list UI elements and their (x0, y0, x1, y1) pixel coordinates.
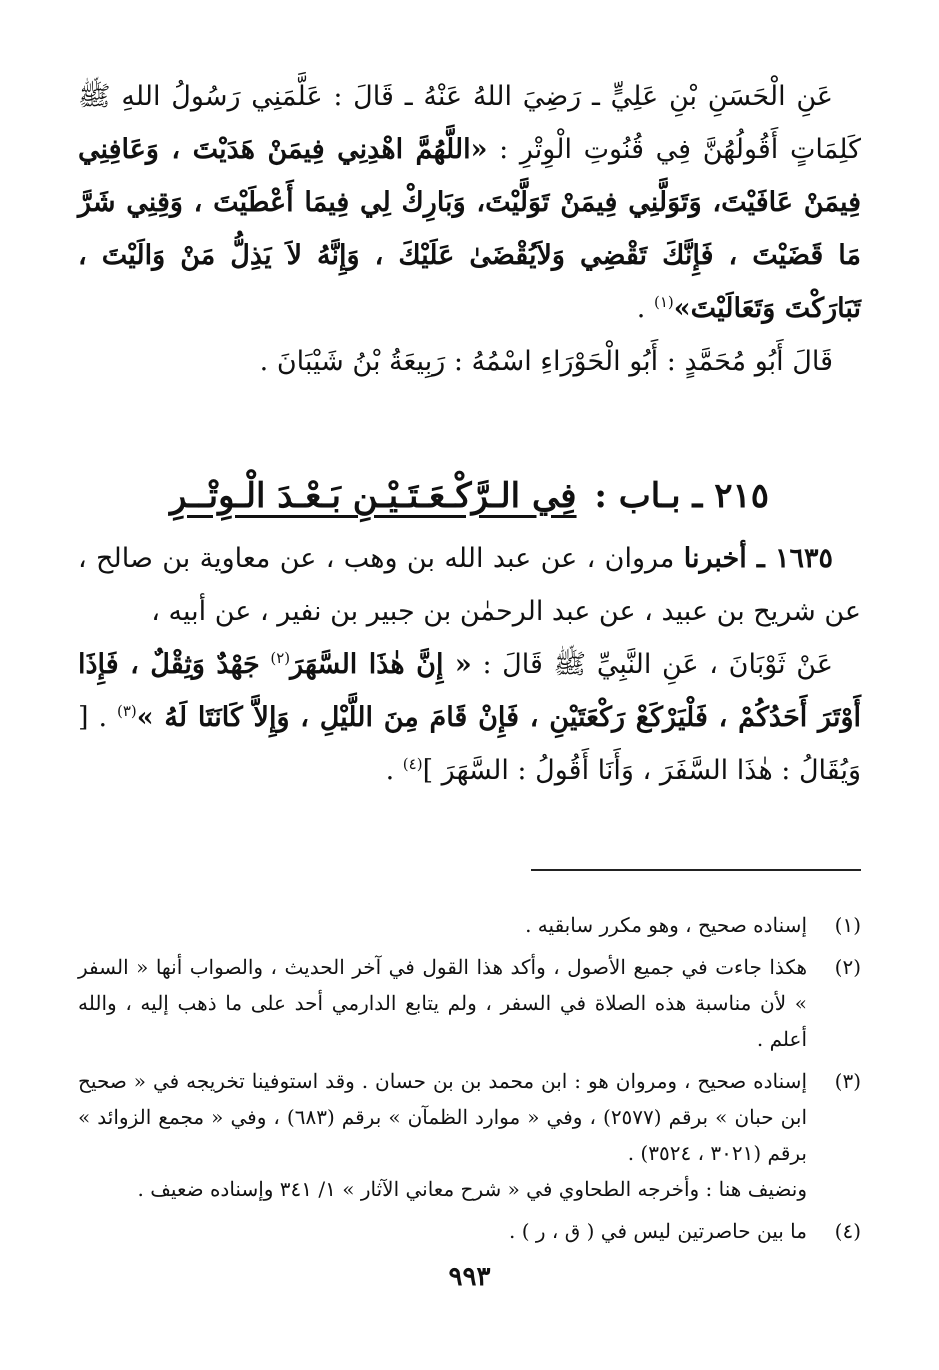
hadith-1635-quote-a: « إِنَّ هٰذَا السَّهَرَ (290, 649, 472, 680)
footnote-mark: (٢) (834, 955, 861, 979)
abu-muhammad-note: قَالَ أَبُو مُحَمَّدٍ : أَبُو الْحَوْرَاءِ اسْمُهُ : رَبِيعَةُ بْنُ شَيْبَانَ . (259, 346, 833, 377)
chapter-number: ٢١٥ ـ بـاب : (594, 476, 770, 516)
footnote-2 (78, 949, 861, 1057)
footnote-text (78, 907, 807, 943)
chapter-title: فِي الـرَّكْـعَـتَـيْـنِ بَـعْـدَ الْـوِتْــرِ (169, 476, 577, 516)
footnote-ref-4: (٤) (402, 755, 423, 773)
chapter-heading (78, 466, 861, 526)
hadith-1635-quote-b: جَهْدٌ وَثِقْلٌ ، فَإِذَا أَوْتَرَ أَحَدُكُمْ ، فَلْيَرْكَعْ رَكْعَتَيْنِ ، فَإِنْ قَامَ مِنَ اللَّيْلِ ، وَإِلاَّ كَانَتَا لَهُ » (78, 649, 861, 733)
dua-text: «اللَّهُمَّ اهْدِنِي فِيمَنْ هَدَيْتَ ، وَعَافِنِي فِيمَنْ عَافَيْتَ، وَتَوَلَّنِي فِيمَنْ تَوَلَّيْتَ، وَبَارِكْ لِي فِيمَا أَعْطَيْتَ ، وَقِنِي شَرَّ مَا قَضَيْتَ ، فَإِنَّكَ تَقْضِي وَلاَيُقْضَىٰ عَلَيْكَ ، وَإِنَّهُ لاَ يَذِلُّ مَنْ وَالَيْتَ ، تَبَارَكْتَ وَتَعَالَيْتَ» (78, 134, 861, 324)
footnote-ref-1: (١) (653, 293, 674, 311)
footnote-paragraph: إسناده صحيح ، ومروان هو : ابن محمد بن بن حسان . وقد استوفينا تخريجه في « صحيح ابن حبان » برقم (٢٥٧٧) ، وفي « موارد الظمآن » برقم (٦٨٣) ، وفي « مجمع الزوائد » برقم (٣٠٢١ ، ٣٥٢٤) . (78, 1069, 808, 1165)
footnote-4 (78, 1213, 861, 1249)
footnote-text (78, 1063, 807, 1207)
page-number: ٩٩٣ (448, 1262, 491, 1292)
footnote-paragraph: إسناده صحيح ، وهو مكرر سابقيه . (525, 913, 807, 937)
hadith-1635-isnad (78, 532, 861, 638)
top-hadith-paragraph (78, 70, 861, 335)
hadith-1635-number: ١٦٣٥ ـ أخبرنا (683, 543, 833, 574)
footnote-3 (78, 1063, 861, 1207)
footnote-mark: (١) (834, 913, 861, 937)
footnote-divider (531, 869, 861, 871)
footnote-text (78, 1213, 807, 1249)
footnotes-section (78, 907, 861, 1249)
footnote-ref-2: (٢) (270, 649, 291, 667)
top-hadith-line2-prefix: كَلِمَاتٍ أَقُولُهُنَّ فِي قُنُوتِ الْوِتْرِ : (499, 134, 861, 165)
hadith-1635-bracket: . [ وَيُقَالُ : هٰذَا السَّفَرَ ، وَأَنَا أَقُولُ : السَّهَرَ ] (78, 702, 861, 786)
top-hadith-end: . (636, 293, 654, 324)
footnote-ref-3: (٣) (116, 702, 137, 720)
footnote-paragraph: ما بين حاصرتين ليس في ( ق ، ر ) . (509, 1219, 807, 1243)
footnote-mark: (٤) (834, 1219, 861, 1243)
hadith-1635-isnad-rest: مروان ، عن عبد الله بن وهب ، عن معاوية بن صالح ، عن شريح بن عبيد ، عن عبد الرحمٰن بن جبير بن نفير ، عن أبيه ، (78, 543, 861, 627)
footnote-mark: (٣) (834, 1069, 861, 1093)
hadith-1635-end: . (385, 755, 403, 786)
hadith-1635-text (78, 638, 861, 797)
top-hadith-line1: عَنِ الْحَسَنِ بْنِ عَلِيٍّ ـ رَضِيَ اللهُ عَنْهُ ـ قَالَ : عَلَّمَنِي رَسُولُ اللهِ ﷺ (78, 81, 833, 112)
footnote-1 (78, 907, 861, 943)
footnote-text (78, 949, 807, 1057)
footnote-paragraph: ونضيف هنا : وأخرجه الطحاوي في « شرح معاني الآثار » ١/ ٣٤١ وإسناده ضعيف . (137, 1177, 807, 1201)
footnote-paragraph: هكذا جاءت في جميع الأصول ، وأكد هذا القول في آخر الحديث ، والصواب أنها « السفر » لأن مناسبة هذه الصلاة في السفر ، ولم يتابع الدارمي أحد على ما ذهب إليه ، والله أعلم . (78, 955, 807, 1051)
hadith-1635-text-start: عَنْ ثَوْبَانَ ، عَنِ النَّبِيِّ ﷺ قَالَ : (482, 649, 833, 680)
